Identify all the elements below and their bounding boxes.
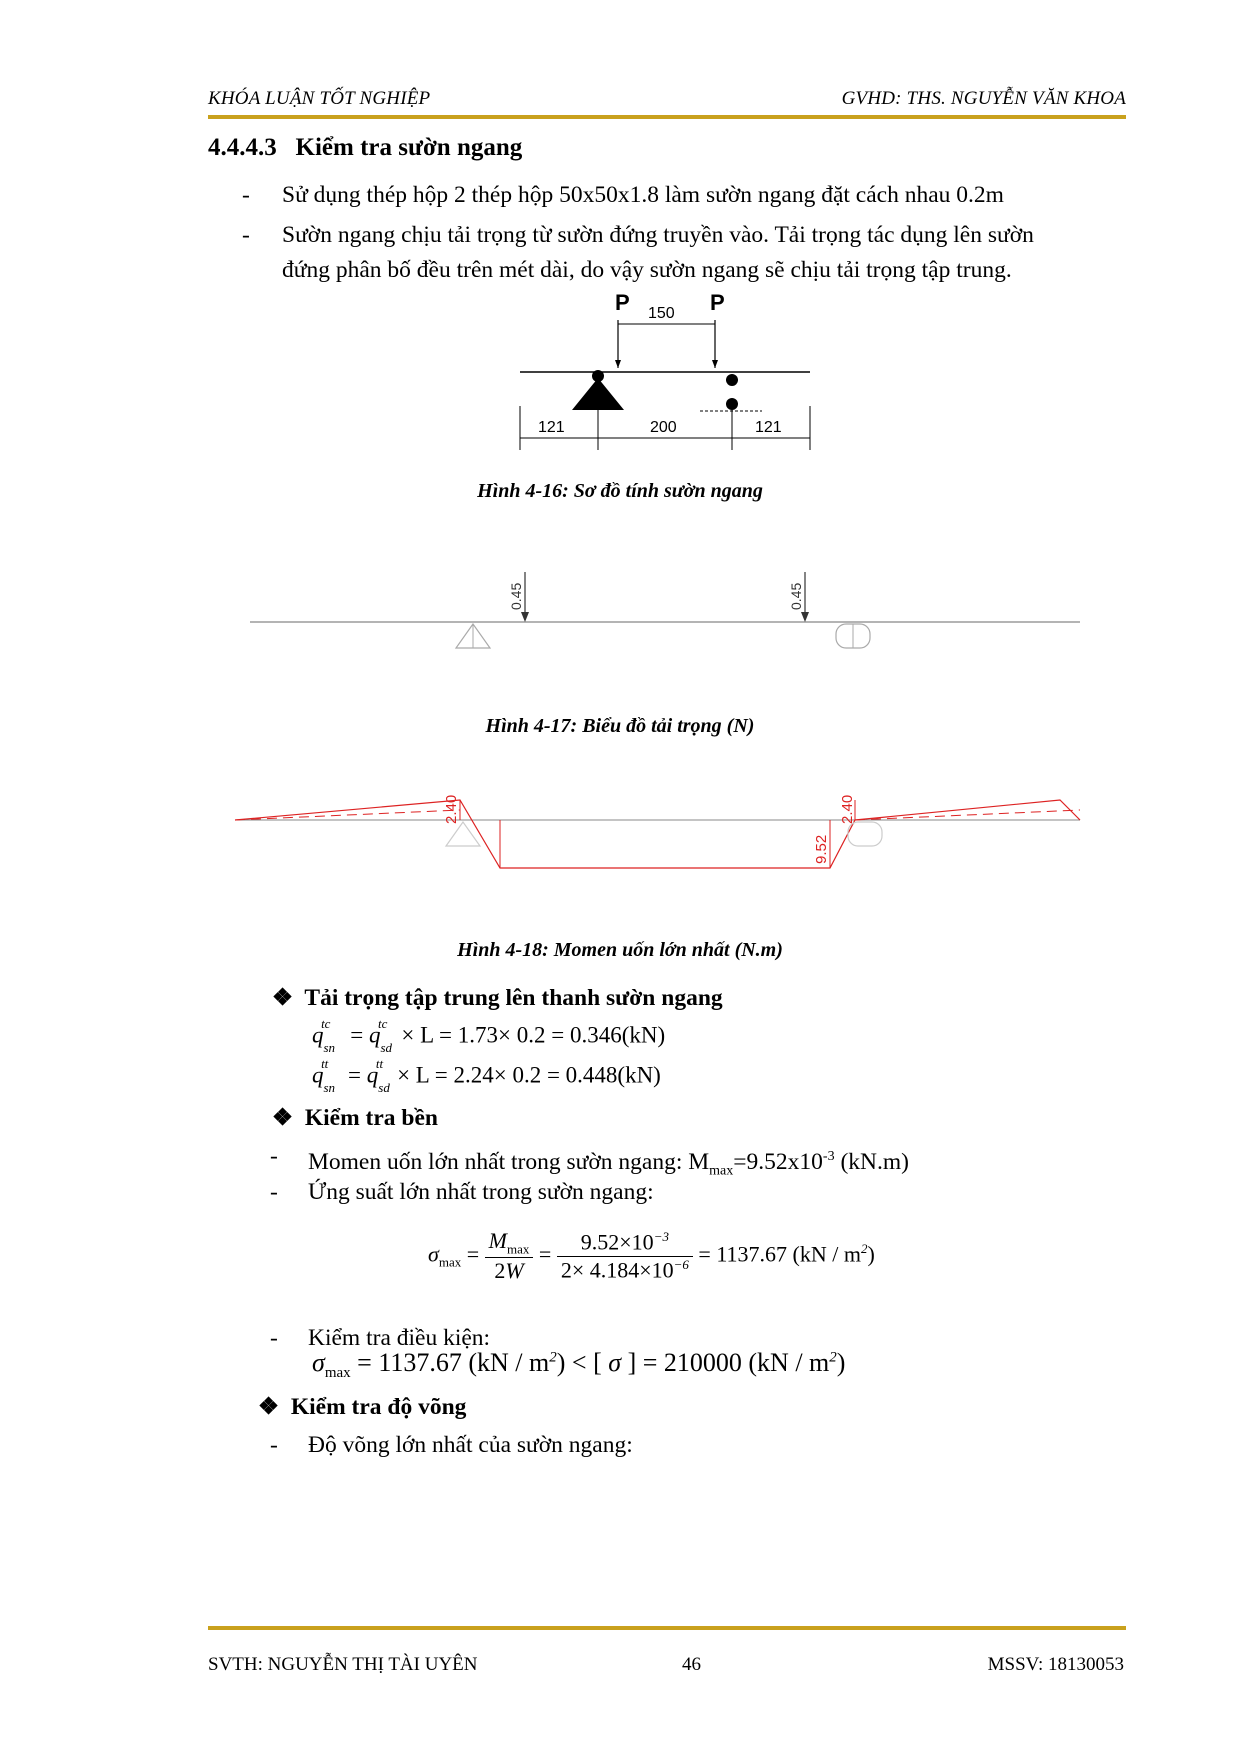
deflection-section-title: ❖ Kiểm tra độ võng [258, 1394, 467, 1420]
max-deflection-line: Độ võng lớn nhất của sườn ngang: [308, 1432, 633, 1458]
bullet-2: Sườn ngang chịu tải trọng từ sườn đứng truyền vào. Tải trọng tác dụng lên sườn [282, 222, 1034, 248]
fig18-diagram [230, 778, 1090, 888]
footer-student-id: MSSV: 18130053 [987, 1654, 1124, 1675]
load-section-title: ❖ Tải trọng tập trung lên thanh sườn ngang [272, 985, 723, 1011]
moment-label-left: 2.40 [443, 794, 460, 824]
equation-load-tc: $q_{sn}^{tc} = q_{sd}^{tc} \times L = 1.73\times 0.2 = 0.346(kN)$ [312, 1016, 666, 1056]
moment-label-mid: 9.52 [813, 834, 830, 864]
bullet-1: Sử dụng thép hộp 2 thép hộp 50x50x1.8 làm sườn ngang đặt cách nhau 0.2m [282, 182, 1004, 208]
pin-support [572, 378, 624, 410]
bullet-dash: - [242, 222, 250, 248]
equation-sigma: $\sigma_{max}$ = $\frac{M_{max}}{2W}$ = $\frac{9.52\times 10^{-3}}{2\times 4.184\times 10^{-6}}$ = 1137.67 $(kN / m^2)$ [428, 1228, 875, 1284]
load-label-right: 0.45 [788, 582, 804, 610]
section-number: 4.4.4.3 [208, 134, 277, 161]
section-title: Kiểm tra sườn ngang [295, 134, 523, 161]
fig18-caption: Hình 4-18: Momen uốn lớn nhất (N.m) [457, 939, 783, 961]
section-heading [208, 134, 522, 162]
bullet-2-cont: đứng phân bố đều trên mét dài, do vậy sườn ngang sẽ chịu tải trọng tập trung. [282, 257, 1012, 283]
strength-section-title: ❖ Kiểm tra bền [272, 1105, 438, 1131]
equation-load-tt: $q_{sn}^{tt} = q_{sd}^{tt} \times L = 2.24\times 0.2 = 0.448(kN)$ [312, 1056, 661, 1096]
load-p-right: P [710, 290, 725, 315]
check-condition-line: Kiểm tra điều kiện: [308, 1325, 491, 1351]
fig17-caption: Hình 4-17: Biểu đồ tải trọng (N) [485, 715, 755, 737]
moment-label-right: 2.40 [839, 794, 856, 824]
dim-200: 200 [650, 419, 677, 436]
dim-121-left: 121 [538, 419, 565, 436]
load-label-left: 0.45 [508, 582, 524, 610]
load-p-left: P [615, 290, 630, 315]
equation-condition: $\sigma_{max} = 1137.67$ $(kN / m^2)$ < [ σ ] = 210000 $(kN / m^2)$ [312, 1348, 846, 1382]
footer-rule [208, 1626, 1126, 1630]
dim-121-right: 121 [755, 419, 782, 436]
max-stress-line: Ứng suất lớn nhất trong sườn ngang: [308, 1179, 654, 1205]
diamond-bullet-icon: ❖ [272, 1105, 294, 1131]
footer-student: SVTH: NGUYỄN THỊ TÀI UYÊN [208, 1654, 478, 1675]
diamond-bullet-icon: ❖ [258, 1394, 280, 1420]
fig17-diagram [240, 560, 1090, 670]
header-right: GVHD: THS. NGUYỄN VĂN KHOA [841, 88, 1126, 109]
header-left: KHÓA LUẬN TỐT NGHIỆP [208, 88, 431, 109]
header-rule [208, 115, 1126, 119]
max-moment-line: Momen uốn lớn nhất trong sườn ngang: $M_{max}=9.52x10^{-3}$ (kN.m) [308, 1148, 909, 1179]
diamond-bullet-icon: ❖ [272, 985, 294, 1011]
fig16-caption: Hình 4-16: Sơ đồ tính sườn ngang [477, 480, 763, 502]
moment-curve [235, 800, 1080, 868]
dim-150: 150 [648, 305, 675, 322]
fig16-diagram [500, 288, 840, 458]
page-number: 46 [682, 1654, 701, 1675]
bullet-dash: - [242, 182, 250, 208]
